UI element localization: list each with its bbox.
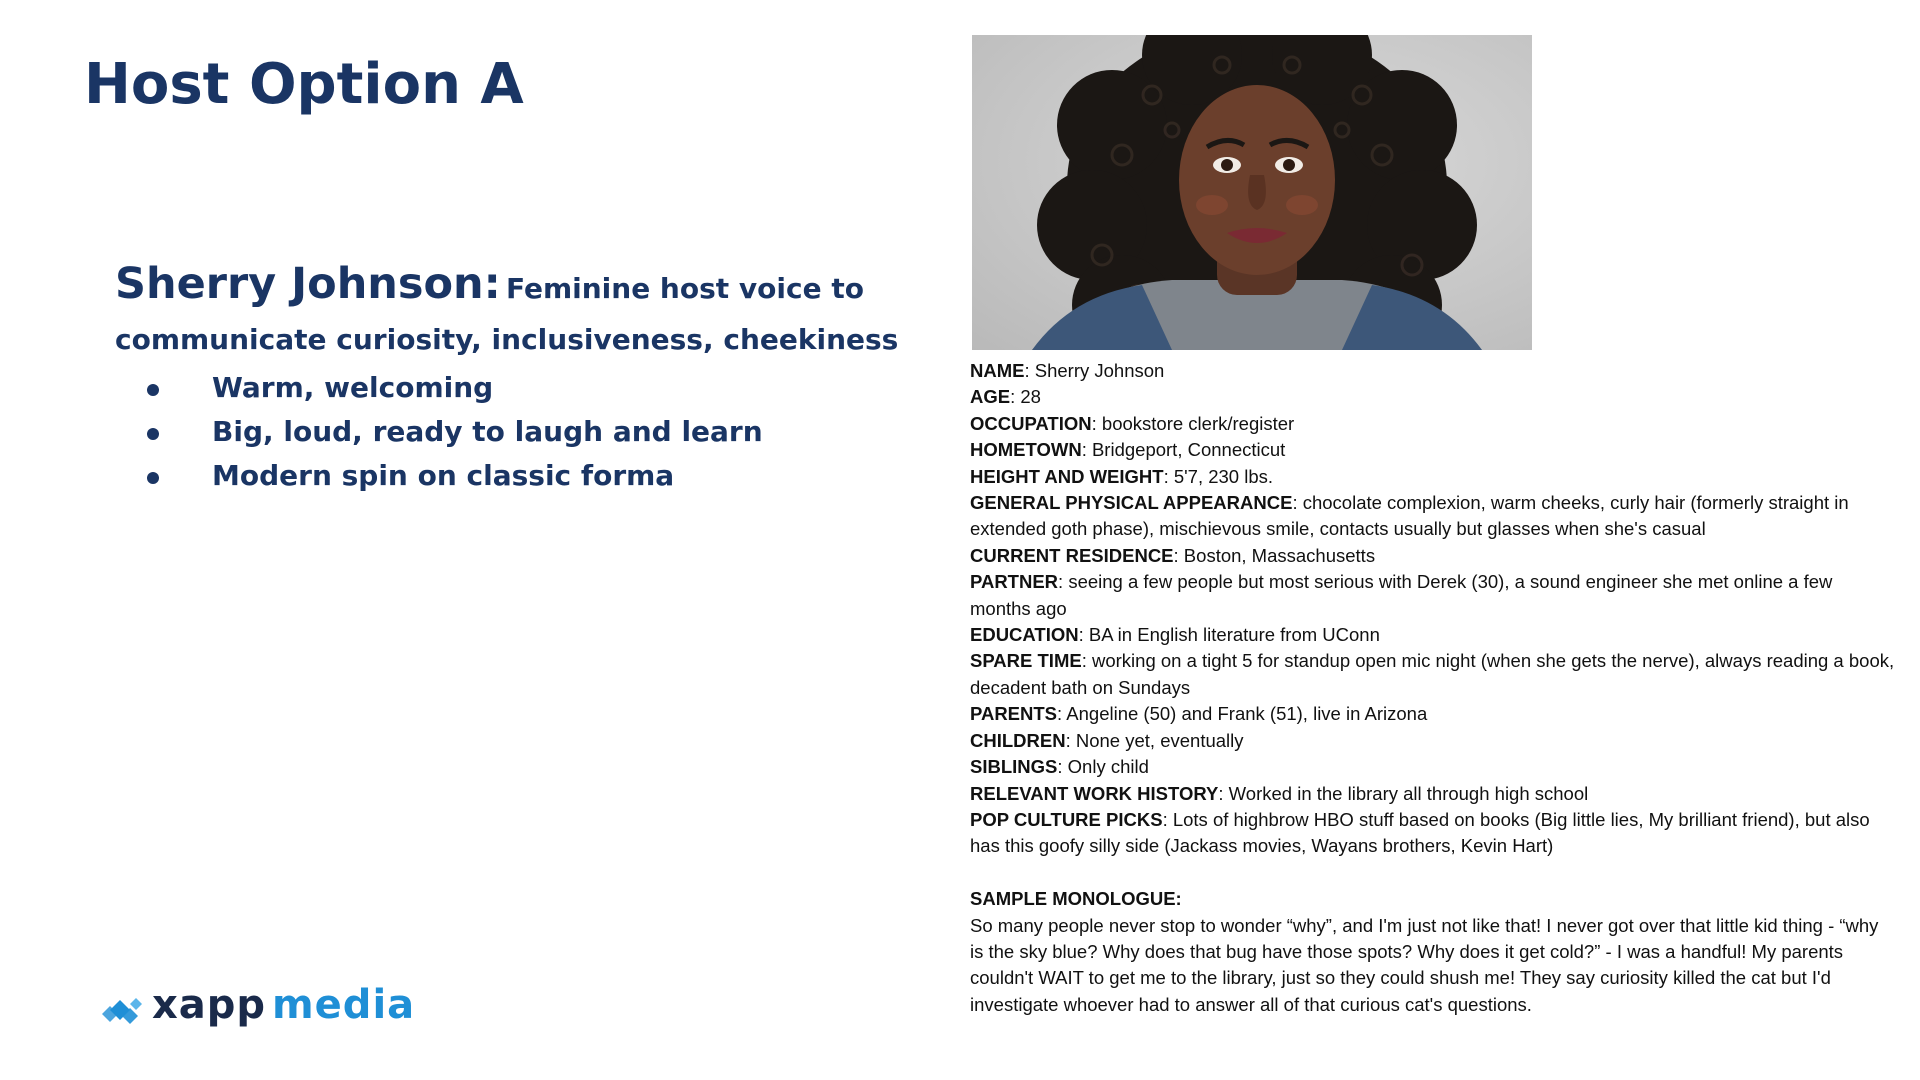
- profile-value: : chocolate complexion, warm cheeks, curly hair (formerly straight in extended goth phase), mischievous smile, contacts usually but glasses when she's casual: [970, 492, 1849, 540]
- profile-label: RELEVANT WORK HISTORY: [970, 782, 1219, 804]
- profile-label: SIBLINGS: [970, 756, 1058, 778]
- profile-value: : seeing a few people but most serious with Derek (30), a sound engineer she met online a few months ago: [970, 571, 1833, 619]
- monologue-heading: [970, 886, 1895, 912]
- logo-text-xapp: xapp: [152, 982, 267, 1028]
- profile-row: [970, 781, 1895, 807]
- profile-row: [970, 622, 1895, 648]
- profile-value: : 5'7, 230 lbs.: [1163, 465, 1274, 487]
- profile-value: : 28: [1010, 386, 1041, 408]
- profile-value: : Worked in the library all through high school: [1218, 782, 1589, 804]
- profile-label: PARENTS: [970, 703, 1058, 725]
- xappmedia-logo: [100, 982, 460, 1030]
- profile-label: AGE: [970, 386, 1011, 408]
- monologue-label: SAMPLE MONOLOGUE:: [970, 888, 1182, 910]
- host-portrait-illustration: [972, 35, 1532, 350]
- profile-value: : Sherry Johnson: [1024, 360, 1165, 381]
- profile-row: [970, 728, 1895, 754]
- profile-value: : BA in English literature from UConn: [1078, 624, 1380, 646]
- bullet-icon: [147, 472, 159, 484]
- spacer: [970, 860, 1895, 886]
- profile-row: [970, 490, 1895, 543]
- trait-item: [115, 410, 875, 454]
- profile-label: SPARE TIME: [970, 650, 1082, 672]
- profile-row: [970, 543, 1895, 569]
- bullet-icon: [147, 428, 159, 440]
- profile-row: [970, 754, 1895, 780]
- profile-value: : Boston, Massachusetts: [1173, 544, 1376, 566]
- trait-text: Warm, welcoming: [212, 371, 494, 404]
- trait-list: [115, 366, 875, 498]
- logo-text-media: media: [272, 982, 416, 1028]
- profile-row: [970, 437, 1895, 463]
- host-description-line2: communicate curiosity, inclusiveness, cheekiness: [115, 323, 899, 356]
- profile-value: : None yet, eventually: [1065, 729, 1244, 751]
- trait-text: Modern spin on classic forma: [212, 459, 675, 492]
- trait-item: [115, 454, 875, 498]
- profile-row: [970, 358, 1895, 384]
- profile-label: PARTNER: [970, 571, 1059, 593]
- profile-row: [970, 569, 1895, 622]
- profile-value: : Only child: [1057, 756, 1149, 778]
- bullet-icon: [147, 384, 159, 396]
- profile-label: CHILDREN: [970, 729, 1066, 751]
- profile-value: : Lots of highbrow HBO stuff based on books (Big little lies, My brilliant friend), but also has this goofy silly side (Jackass movies, Wayans brothers, Kevin Hart): [970, 808, 1870, 857]
- profile-label: GENERAL PHYSICAL APPEARANCE: [970, 492, 1293, 514]
- slide-title: Host Option A: [84, 52, 524, 117]
- profile-row: [970, 648, 1895, 701]
- profile-label: HEIGHT AND WEIGHT: [970, 465, 1164, 487]
- profile-row: [970, 384, 1895, 410]
- diamond-logo-icon: [100, 994, 152, 1026]
- host-description-line1: Feminine host voice to: [505, 272, 864, 305]
- host-name: Sherry Johnson:: [115, 259, 501, 309]
- profile-label: CURRENT RESIDENCE: [970, 544, 1174, 566]
- profile-value: : Angeline (50) and Frank (51), live in Arizona: [1057, 703, 1428, 725]
- profile-label: OCCUPATION: [970, 412, 1092, 434]
- profile-row: [970, 807, 1895, 860]
- profile-label: EDUCATION: [970, 624, 1079, 646]
- profile-value: : Bridgeport, Connecticut: [1081, 439, 1286, 461]
- host-photo: [972, 35, 1532, 350]
- profile-label: POP CULTURE PICKS: [970, 808, 1163, 830]
- character-profile: [970, 358, 1895, 1018]
- profile-row: [970, 701, 1895, 727]
- trait-text: Big, loud, ready to laugh and learn: [212, 415, 763, 448]
- monologue-text: So many people never stop to wonder “why”, and I'm just not like that! I never got over that little kid thing - “why is the sky blue? Why does that bug have those spots? Why does it get cold?” - I was a handful! My parents couldn't WAIT to get me to the library, just so they could shush me! They say curiosity killed the cat but I'd investigate whoever had to answer all of that curious cat's questions.: [970, 914, 1879, 1015]
- profile-row: [970, 411, 1895, 437]
- host-intro: [115, 255, 899, 498]
- intro-heading: [115, 255, 875, 322]
- profile-value: : bookstore clerk/register: [1091, 412, 1295, 434]
- profile-value: : working on a tight 5 for standup open mic night (when she gets the nerve), always reading a book, decadent bath on Sundays: [970, 650, 1895, 698]
- profile-row: [970, 464, 1895, 490]
- profile-label: HOMETOWN: [970, 439, 1082, 461]
- profile-label: NAME: [970, 360, 1025, 381]
- trait-item: [115, 366, 875, 410]
